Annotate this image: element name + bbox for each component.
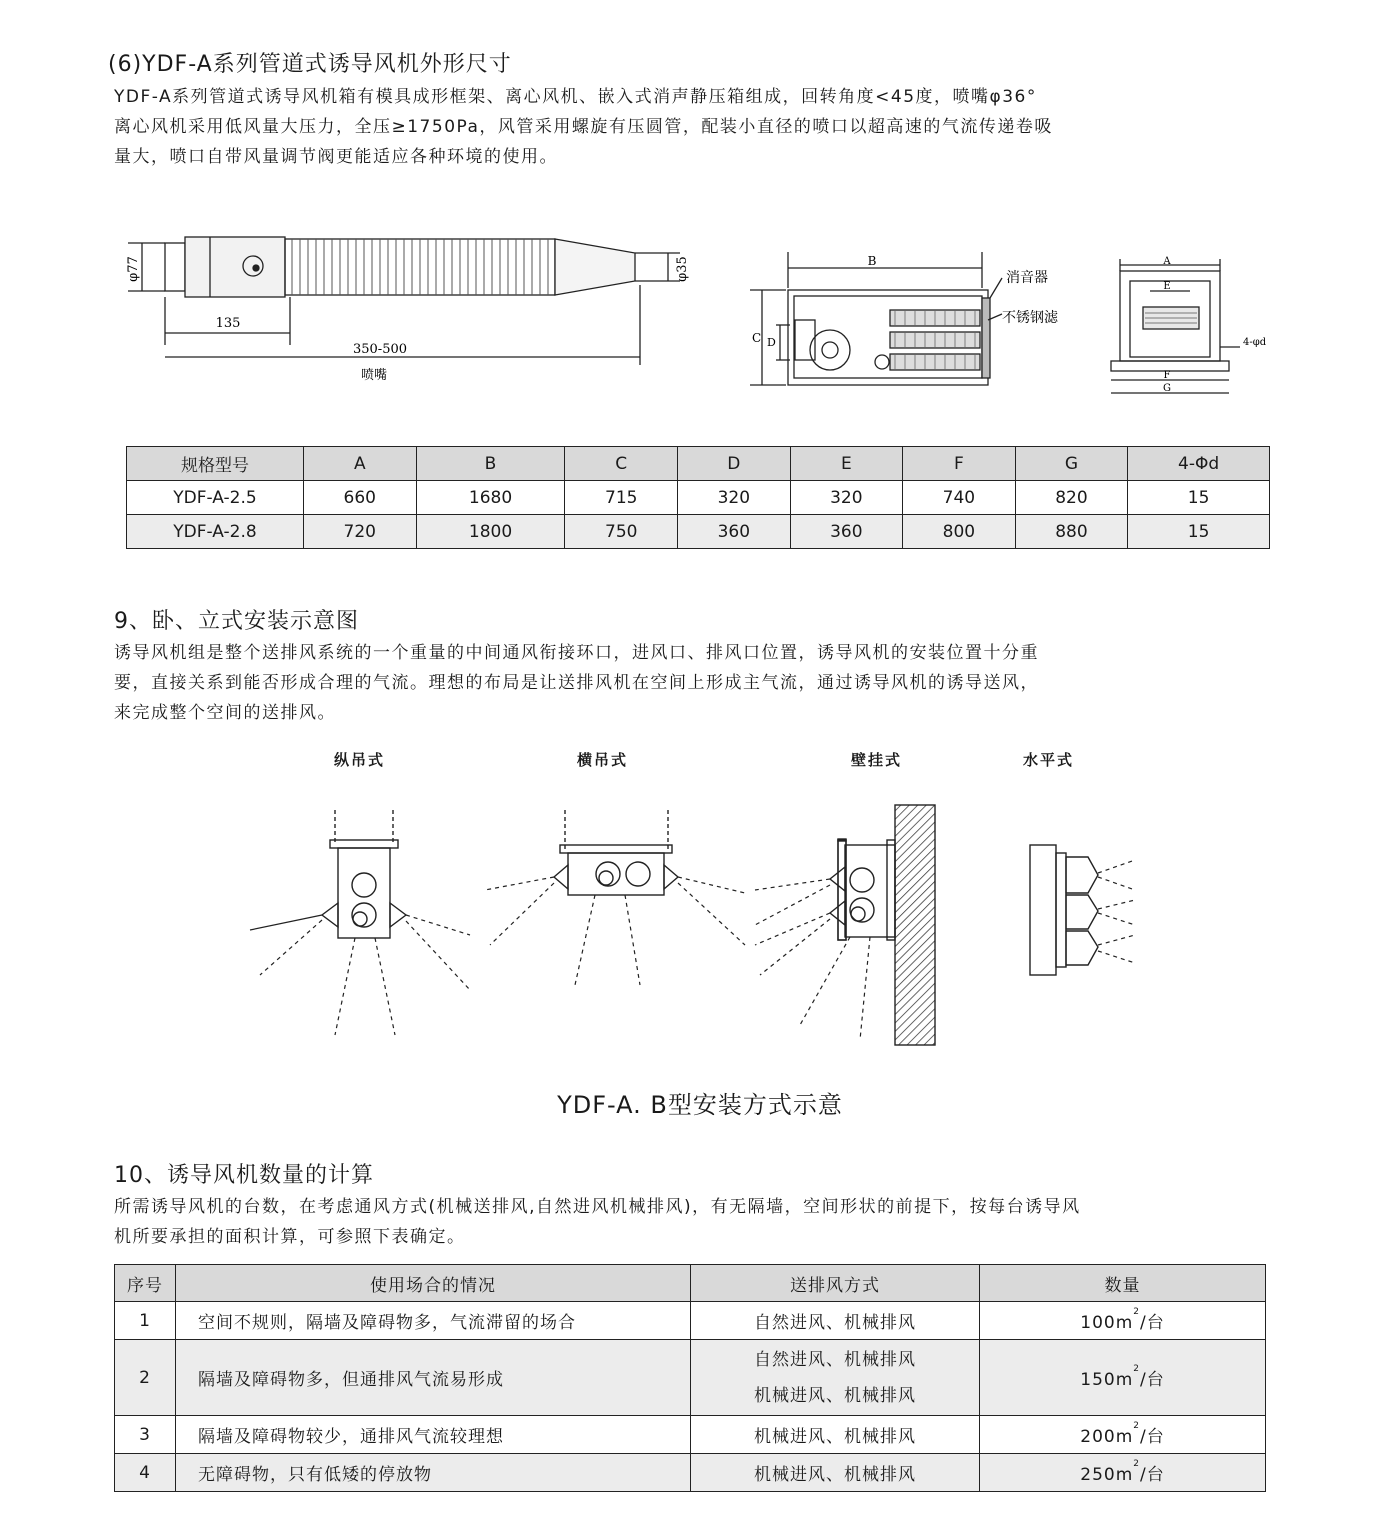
calc-mode: 自然进风、机械排风 (691, 1302, 980, 1340)
calc-no: 1 (115, 1302, 176, 1340)
install-type-label: 横吊式 (577, 751, 629, 769)
qty-unit-sup: 2 (1133, 1364, 1140, 1374)
table-row (127, 515, 1270, 549)
calc-situation: 无障碍物，只有低矮的停放物 (176, 1454, 691, 1492)
nozzle-duct-drawing (120, 225, 700, 395)
qty-unit: /台 (1140, 1465, 1165, 1485)
section10-title: 10、诱导风机数量的计算 (114, 1163, 374, 1188)
spec-cell: 660 (304, 481, 417, 515)
install-type-label: 水平式 (1023, 751, 1075, 769)
calc-qty (980, 1454, 1266, 1492)
calc-mode: 机械进风、机械排风 (691, 1416, 980, 1454)
table-row (115, 1454, 1266, 1492)
qty-unit-sup: 2 (1133, 1307, 1140, 1317)
label-muffler: 消音器 (1006, 270, 1048, 286)
fan-wheel (810, 330, 850, 370)
spec-header-cell: 规格型号 (127, 447, 304, 481)
spec-cell: 880 (1015, 515, 1128, 549)
airflow-lines (250, 860, 1135, 1040)
calc-mode (691, 1340, 980, 1416)
label-filter: 不锈钢滤 (1002, 310, 1058, 326)
calc-header-cell: 序号 (115, 1265, 176, 1302)
spec-cell: 360 (790, 515, 903, 549)
section10-line: 机所要承担的面积计算，可参照下表确定。 (114, 1227, 466, 1247)
spec-cell: 320 (790, 481, 903, 515)
spec-cell: 820 (1015, 481, 1128, 515)
spec-header-cell: E (790, 447, 903, 481)
horizontal-unit (1030, 845, 1098, 975)
label-holes: 4-φd (1243, 337, 1267, 348)
spec-cell: 715 (565, 481, 678, 515)
calc-situation: 隔墙及障碍物多，但通排风气流易形成 (176, 1340, 691, 1416)
box-side-drawing (740, 250, 1090, 405)
spec-header-cell: G (1015, 447, 1128, 481)
label-F: F (1163, 370, 1171, 381)
label-A: A (1163, 256, 1171, 267)
qty-unit: /台 (1140, 1427, 1165, 1447)
calc-header-cell: 送排风方式 (691, 1265, 980, 1302)
spec-cell: 740 (903, 481, 1016, 515)
qty-unit-sup: 2 (1133, 1421, 1140, 1431)
section10-description (114, 1192, 1081, 1252)
spec-cell: 750 (565, 515, 678, 549)
spec-table-header (127, 447, 1270, 481)
section9-description (114, 638, 1039, 728)
vertical-hanging-unit (322, 810, 406, 938)
duct-collar (165, 243, 185, 291)
spec-cell: 720 (304, 515, 417, 549)
spec-table (126, 446, 1270, 549)
qty-value: 150m (1080, 1370, 1134, 1390)
calc-table (114, 1264, 1266, 1492)
qty-value: 250m (1080, 1465, 1134, 1485)
label-nozzle: 喷嘴 (360, 368, 388, 383)
calc-mode-line: 机械进风、机械排风 (754, 1385, 916, 1406)
wall (895, 805, 935, 1045)
dim-phi77: φ77 (126, 256, 141, 282)
spec-cell: 320 (678, 481, 791, 515)
qty-unit: /台 (1140, 1313, 1165, 1333)
section9-line: 要，直接关系到能否形成合理的气流。理想的布局是让送排风机在空间上形成主气流，通过诱导风机的诱导送风， (114, 673, 1039, 693)
box-front-drawing (1105, 255, 1275, 405)
wall-mount-unit (830, 805, 935, 1045)
table-row (115, 1416, 1266, 1454)
calc-mode-line: 自然进风、机械排风 (754, 1349, 916, 1370)
calc-header-cell: 数量 (980, 1265, 1266, 1302)
spec-header-cell: A (304, 447, 417, 481)
section6-line: 量大，喷口自带风量调节阀更能适应各种环境的使用。 (114, 147, 558, 167)
installation-diagram (240, 795, 1160, 1055)
horizontal-hanging-unit (554, 810, 678, 895)
qty-value: 100m (1080, 1313, 1134, 1333)
spec-cell: YDF-A-2.5 (127, 481, 304, 515)
calc-no: 4 (115, 1454, 176, 1492)
calc-table-header (115, 1265, 1266, 1302)
install-type-label: 壁挂式 (851, 751, 903, 769)
label-B: B (867, 254, 877, 268)
label-D: D (767, 336, 776, 349)
calc-no: 2 (115, 1340, 176, 1416)
qty-unit-sup: 2 (1133, 1459, 1140, 1469)
spec-header-cell: D (678, 447, 791, 481)
label-C: C (752, 331, 762, 345)
table-row (115, 1302, 1266, 1340)
calc-mode: 机械进风、机械排风 (691, 1454, 980, 1492)
spec-cell: 15 (1128, 481, 1270, 515)
section9-title: 9、卧、立式安装示意图 (114, 609, 359, 634)
label-G: G (1163, 383, 1171, 394)
dim-135: 135 (215, 316, 241, 331)
qty-unit: /台 (1140, 1370, 1165, 1390)
qty-value: 200m (1080, 1427, 1134, 1447)
spec-header-cell: F (903, 447, 1016, 481)
section6-line: 离心风机采用低风量大压力，全压≥1750Pa，风管采用螺旋有压圆管，配装小直径的喷口以超高速的气流传递卷吸 (114, 117, 1053, 137)
motor-section (185, 237, 285, 297)
spec-cell: YDF-A-2.8 (127, 515, 304, 549)
spec-header-cell: 4-Φd (1128, 447, 1270, 481)
nozzle-cone (555, 239, 635, 295)
dim-350-500: 350-500 (352, 342, 408, 357)
calc-qty (980, 1340, 1266, 1416)
section6-title: (6)YDF-A系列管道式诱导风机外形尺寸 (108, 52, 512, 77)
section9-line: 来完成整个空间的送排风。 (114, 703, 336, 723)
table-row (127, 481, 1270, 515)
spec-cell: 1680 (416, 481, 565, 515)
dim-phi35: φ35 (675, 256, 690, 282)
calc-no: 3 (115, 1416, 176, 1454)
install-type-label: 纵吊式 (334, 751, 386, 769)
section10-line: 所需诱导风机的台数，在考虑通风方式(机械送排风,自然进风机械排风)，有无隔墙，空间形状的前提下，按每台诱导风 (114, 1197, 1081, 1217)
install-caption: YDF-A. B型安装方式示意 (557, 1091, 843, 1119)
spec-header-cell: C (565, 447, 678, 481)
calc-qty (980, 1416, 1266, 1454)
spec-cell: 1800 (416, 515, 565, 549)
section6-description (114, 82, 1053, 172)
section9-line: 诱导风机组是整个送排风系统的一个重量的中间通风衔接环口，进风口、排风口位置，诱导风机的安装位置十分重 (114, 643, 1039, 663)
spec-cell: 800 (903, 515, 1016, 549)
label-E: E (1163, 281, 1171, 292)
spec-cell: 360 (678, 515, 791, 549)
calc-situation: 隔墙及障碍物较少，通排风气流较理想 (176, 1416, 691, 1454)
calc-header-cell: 使用场合的情况 (176, 1265, 691, 1302)
calc-qty (980, 1302, 1266, 1340)
table-row (115, 1340, 1266, 1416)
spec-header-cell: B (416, 447, 565, 481)
spec-cell: 15 (1128, 515, 1270, 549)
filter-panel (982, 298, 990, 378)
calc-situation: 空间不规则，隔墙及障碍物多，气流滞留的场合 (176, 1302, 691, 1340)
section6-line: YDF-A系列管道式诱导风机箱有模具成形框架、离心风机、嵌入式消声静压箱组成，回转角度<45度，喷嘴φ36° (114, 87, 1037, 107)
